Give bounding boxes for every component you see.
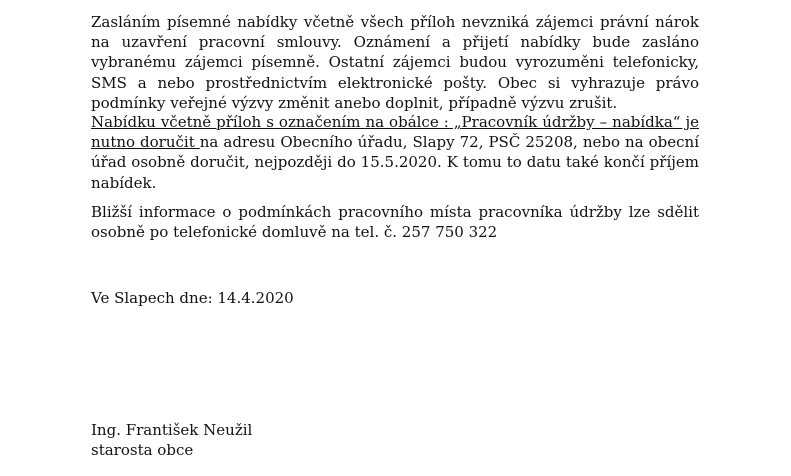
submission-underlined-text: Nabídku včetně příloh s označením na obálce : „Pracovník údržby – nabídka“ je nutno doručit <box>91 113 699 152</box>
terms-paragraph: Zasláním písemné nabídky včetně všech příloh nevzniká zájemci právní nárok na uzavření pracovní smlouvy. Oznámení a přijetí nabídky bude zasláno vybranému zájemci písemně. Ostatní zájemci budou vyrozuměni telefonicky, SMS a nebo prostřednictvím elektronické pošty. Obec si vyhrazuje právo podmínky veřejné výzvy změnit anebo doplnit, případně výzvu zrušit. <box>91 13 699 112</box>
document-page <box>91 0 699 476</box>
submission-paragraph <box>91 112 699 193</box>
date-line: Ve Slapech dne: 14.4.2020 <box>91 289 294 307</box>
signature-title: starosta obce <box>91 441 194 459</box>
submission-address-text: na adresu Obecního úřadu, Slapy 72, PSČ 25208, nebo na obecní úřad osobně doručit, nejpozději do 15.5.2020. K tomu to datu také končí příjem nabídek. <box>91 133 699 192</box>
info-paragraph: Bližší informace o podmínkách pracovního místa pracovníka údržby lze sdělit osobně po telefonické domluvě na tel. č. 257 750 322 <box>91 203 699 242</box>
signature-name: Ing. František Neužil <box>91 421 253 439</box>
